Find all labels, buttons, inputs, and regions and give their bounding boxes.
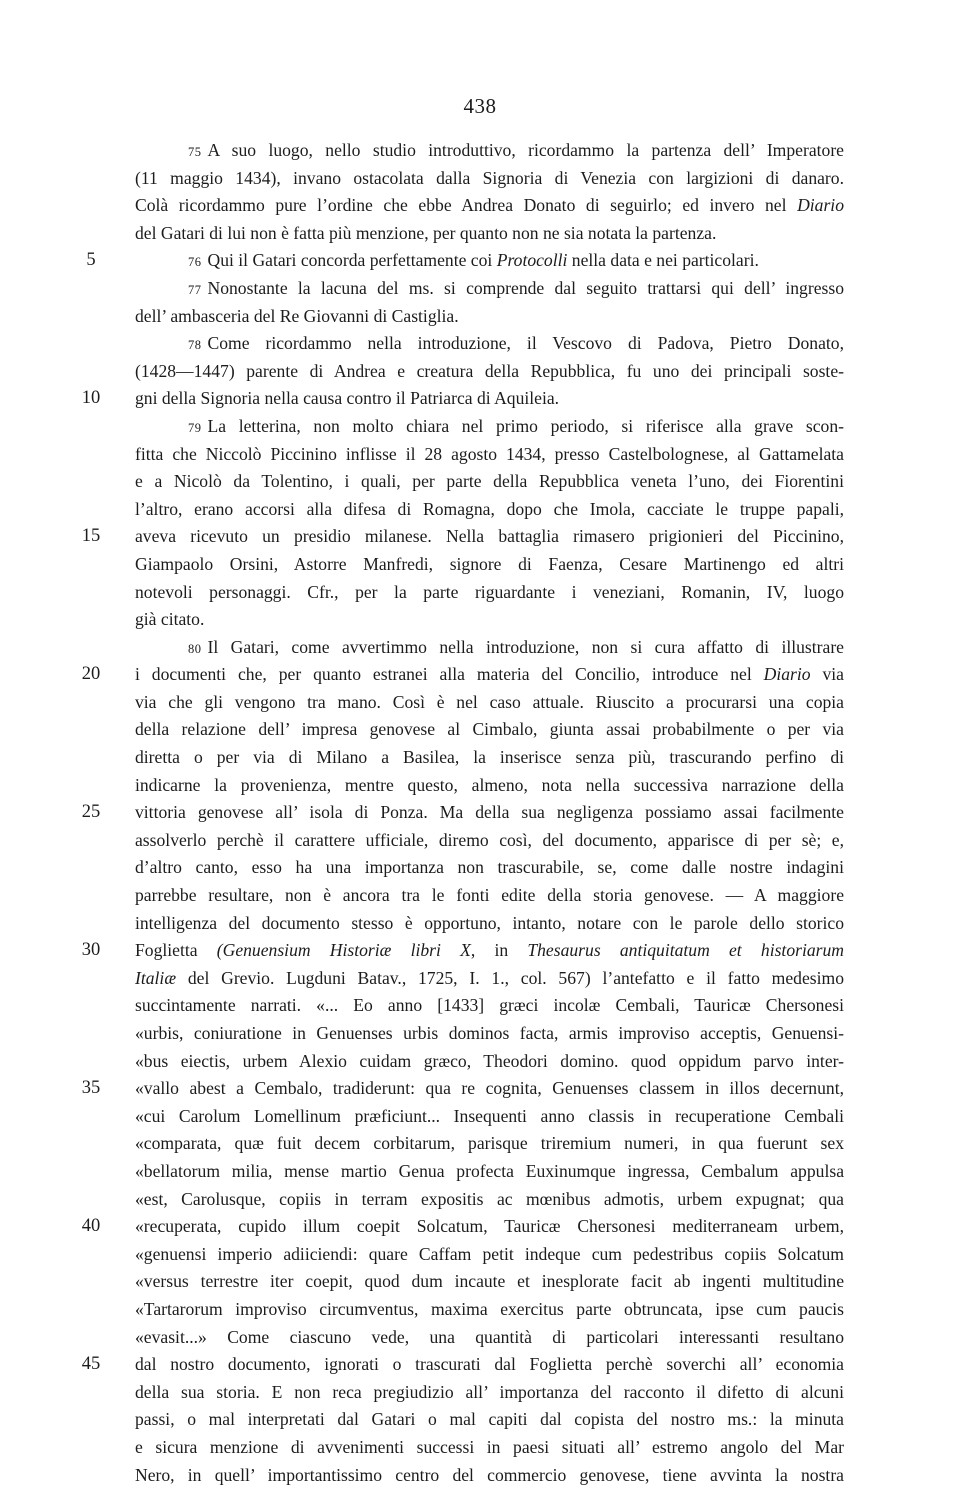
line-text (135, 1241, 844, 1269)
line-content: Il Gatari, come avvertimmo nella introduzione, non si cura affatto di illustrare (208, 637, 845, 657)
line-text (135, 1296, 844, 1324)
line-text (135, 854, 844, 882)
text-line (0, 579, 960, 607)
text-line (0, 1213, 960, 1241)
text-line (0, 468, 960, 496)
text-line (0, 1048, 960, 1076)
line-number: 25 (79, 799, 103, 827)
line-text (135, 661, 844, 689)
line-text (135, 965, 844, 993)
line-content: dal nostro documento, ignorati o trascurati dal Foglietta perchè soverchi all’ economia (135, 1354, 844, 1374)
line-content: intelligenza del documento stesso è opportuno, intanto, notare con le parole dello storico (135, 913, 844, 933)
line-text (188, 247, 844, 277)
line-content: «versus terrestre iter coepit, quod dum incaute et inesplorate facit ab ingenti multitudine (135, 1271, 844, 1291)
line-content: «comparata, quæ fuit decem corbitarum, parisque triremium numeri, in qua fuerunt sex (135, 1133, 844, 1153)
line-content: Qui il Gatari concorda perfettamente coi Protocolli nella data e nei particolari. (208, 250, 759, 270)
line-text (135, 303, 844, 331)
note-marker: 77 (188, 283, 202, 297)
line-content: i documenti che, per quanto estranei alla materia del Concilio, introduce nel Diario via (135, 664, 844, 684)
line-content: «genuensi imperio adiiciendi: quare Caffam petit indeque cum pedestribus copiis Solcatum (135, 1244, 844, 1264)
text-line (0, 1241, 960, 1269)
line-number: 30 (79, 937, 103, 965)
line-number: 10 (79, 385, 103, 413)
line-content: vittoria genovese all’ isola di Ponza. Ma della sua negligenza possiamo assai facilmente (135, 802, 844, 822)
line-text (135, 992, 844, 1020)
text-line (0, 744, 960, 772)
text-line (0, 1075, 960, 1103)
line-text (135, 1158, 844, 1186)
text-line (0, 413, 960, 441)
note-marker: 76 (188, 255, 202, 269)
text-line (0, 1351, 960, 1379)
line-text (188, 330, 844, 360)
line-text (135, 827, 844, 855)
line-content: «recuperata, cupido illum coepit Solcatum, Tauricæ Chersonesi mediterraneam urbem, (135, 1216, 844, 1236)
line-text (135, 1351, 844, 1379)
line-text (135, 192, 844, 220)
line-text (188, 413, 844, 443)
line-number: 45 (79, 1351, 103, 1379)
line-content: passi, o mal interpretati dal Gatari o mal capiti dal copista del nostro ms.: la minuta (135, 1409, 844, 1429)
line-content: d’altro canto, esso ha una importanza non trascurabile, se, come dalle nostre indagini (135, 857, 844, 877)
text-line (0, 1158, 960, 1186)
text-line (0, 689, 960, 717)
line-text (135, 1048, 844, 1076)
line-content: assolverlo perchè il carattere ufficiale, diremo così, del documento, apparisce di per sè; e, (135, 830, 844, 850)
line-number: 5 (79, 247, 103, 275)
line-text (135, 441, 844, 469)
line-content: Nero, in quell’ importantissimo centro del commercio genovese, tiene avvinta la nostra (135, 1465, 844, 1485)
line-content: La letterina, non molto chiara nel primo periodo, si riferisce alla grave scon- (208, 416, 845, 436)
line-number: 35 (79, 1075, 103, 1103)
text-line (0, 661, 960, 689)
text-line (0, 137, 960, 165)
line-content: Foglietta (Genuensium Historiæ libri X, in Thesaurus antiquitatum et historiarum (135, 940, 844, 960)
line-text (135, 937, 844, 965)
line-text (135, 579, 844, 607)
line-content: della sua storia. E non reca pregiudizio all’ importanza del racconto il difetto di alcuni (135, 1382, 844, 1402)
text-line (0, 385, 960, 413)
line-content: Italiæ del Grevio. Lugduni Batav., 1725, I. 1., col. 567) l’antefatto e il fatto medesimo (135, 968, 844, 988)
line-content: A suo luogo, nello studio introduttivo, ricordammo la partenza dell’ Imperatore (208, 140, 845, 160)
line-content: (1428—1447) parente di Andrea e creatura della Repubblica, fu uno dei principali soste- (135, 361, 844, 381)
text-line (0, 634, 960, 662)
line-text (135, 165, 844, 193)
line-text (188, 275, 844, 305)
text-line (0, 1130, 960, 1158)
line-content: e sicura menzione di avvenimenti successi in paesi situati all’ estremo angolo del Mar (135, 1437, 844, 1457)
line-text (135, 1020, 844, 1048)
note-marker: 75 (188, 145, 202, 159)
line-text (135, 882, 844, 910)
text-line (0, 992, 960, 1020)
text-line (0, 275, 960, 303)
text-line (0, 1103, 960, 1131)
text-line (0, 330, 960, 358)
line-text (135, 1324, 844, 1352)
text-line (0, 303, 960, 331)
line-content: «urbis, coniuratione in Genuenses urbis dominos facta, armis improviso acceptis, Genuensi- (135, 1023, 844, 1043)
text-line (0, 523, 960, 551)
text-line (0, 606, 960, 634)
line-content: «bus eiectis, urbem Alexio cuidam græco, Theodori domino. quod oppidum parvo inter- (135, 1051, 844, 1071)
text-line (0, 496, 960, 524)
text-line (0, 165, 960, 193)
line-content: via che gli vengono tra mano. Così è nel caso attuale. Riuscito a procurarsi una copia (135, 692, 844, 712)
line-content: diretta o per via di Milano a Basilea, la inserisce senza più, trascurando perfino di (135, 747, 844, 767)
line-text (135, 1130, 844, 1158)
line-content: Come ricordammo nella introduzione, il Vescovo di Padova, Pietro Donato, (208, 333, 845, 353)
line-text (135, 1268, 844, 1296)
line-content: parrebbe resultare, non è ancora tra le fonti edite della storia genovese. — A maggiore (135, 885, 844, 905)
text-line (0, 441, 960, 469)
text-line (0, 1406, 960, 1434)
line-text (135, 772, 844, 800)
text-line (0, 1324, 960, 1352)
line-text (135, 1379, 844, 1407)
line-text (135, 385, 844, 413)
text-line (0, 358, 960, 386)
line-content: «est, Carolusque, copiis in terram expositis ac mœnibus admotis, urbem expugnat; qua (135, 1189, 844, 1209)
line-content: fitta che Niccolò Piccinino inflisse il 28 agosto 1434, presso Castelbolognese, al Gattamelata (135, 444, 844, 464)
line-content: (11 maggio 1434), invano ostacolata dalla Signoria di Venezia con largizioni di danaro. (135, 168, 844, 188)
text-line (0, 1296, 960, 1324)
line-text (135, 523, 844, 551)
text-line (0, 772, 960, 800)
line-text (135, 1075, 844, 1103)
line-text (135, 1103, 844, 1131)
line-number: 15 (79, 523, 103, 551)
line-content: aveva ricevuto un presidio milanese. Nella battaglia rimasero prigionieri del Piccinino, (135, 526, 844, 546)
line-content: «evasit...» Come ciascuno vede, una quantità di particolari interessanti resultano (135, 1327, 844, 1347)
line-text (135, 606, 844, 634)
line-text (135, 1462, 844, 1489)
line-content: Colà ricordammo pure l’ordine che ebbe Andrea Donato di seguirlo; ed invero nel Diario (135, 195, 844, 215)
line-text (188, 634, 844, 664)
line-text (135, 689, 844, 717)
line-content: «bellatorum milia, mense martio Genua profecta Euxinumque ingressa, Cembalum appulsa (135, 1161, 844, 1181)
text-line (0, 1434, 960, 1462)
line-text (135, 1213, 844, 1241)
line-text (135, 358, 844, 386)
text-line (0, 716, 960, 744)
line-content: succintamente narrati. «... Eo anno [1433] græci incolæ Cembali, Tauricæ Chersonesi (135, 995, 844, 1015)
text-line (0, 247, 960, 275)
note-marker: 78 (188, 338, 202, 352)
line-content: Giampaolo Orsini, Astorre Manfredi, signore di Faenza, Cesare Martinengo ed altri (135, 554, 844, 574)
note-marker: 80 (188, 642, 202, 656)
line-text (135, 1406, 844, 1434)
note-marker: 79 (188, 421, 202, 435)
text-line (0, 1186, 960, 1214)
page-number: 438 (0, 94, 960, 119)
text-line (0, 192, 960, 220)
line-text (135, 468, 844, 496)
line-text (135, 220, 844, 248)
line-content: dell’ ambasceria del Re Giovanni di Castiglia. (135, 306, 459, 326)
line-content: indicarne la provenienza, mentre questo, almeno, nota nella successiva narrazione della (135, 775, 844, 795)
line-text (135, 744, 844, 772)
text-line (0, 1020, 960, 1048)
line-text (135, 1434, 844, 1462)
line-content: e a Nicolò da Tolentino, i quali, per parte della Repubblica veneta l’uno, dei Fiorentini (135, 471, 844, 491)
line-content: l’altro, erano accorsi alla difesa di Romagna, dopo che Imola, cacciate le truppe papali, (135, 499, 844, 519)
line-number: 20 (79, 661, 103, 689)
line-content: della relazione dell’ impresa genovese al Cimbalo, giunta assai probabilmente o per via (135, 719, 844, 739)
line-content: già citato. (135, 609, 204, 629)
text-line (0, 937, 960, 965)
text-line (0, 882, 960, 910)
text-body (0, 137, 960, 1489)
line-text (135, 910, 844, 938)
line-text (135, 496, 844, 524)
text-line (0, 854, 960, 882)
line-text (135, 551, 844, 579)
text-line (0, 220, 960, 248)
text-line (0, 799, 960, 827)
line-content: Nonostante la lacuna del ms. si comprende dal seguito trattarsi qui dell’ ingresso (208, 278, 845, 298)
text-line (0, 551, 960, 579)
text-line (0, 1268, 960, 1296)
line-number: 40 (79, 1213, 103, 1241)
text-line (0, 1379, 960, 1407)
text-line (0, 965, 960, 993)
text-line (0, 827, 960, 855)
line-content: del Gatari di lui non è fatta più menzione, per quanto non ne sia notata la partenza. (135, 223, 716, 243)
line-content: «vallo abest a Cembalo, tradiderunt: qua re cognita, Genuenses classem in illos decernunt, (135, 1078, 844, 1098)
line-text (135, 799, 844, 827)
line-content: «Tartarorum improviso circumventus, maxima exercitus parte obtruncata, ipse cum paucis (135, 1299, 844, 1319)
line-text (135, 716, 844, 744)
line-content: notevoli personaggi. Cfr., per la parte riguardante i veneziani, Romanin, IV, luogo (135, 582, 844, 602)
text-line (0, 910, 960, 938)
line-content: «cui Carolum Lomellinum præficiunt... Insequenti anno classis in recuperatione Cembali (135, 1106, 844, 1126)
line-text (188, 137, 844, 167)
line-text (135, 1186, 844, 1214)
line-content: gni della Signoria nella causa contro il Patriarca di Aquileia. (135, 388, 559, 408)
text-line (0, 1462, 960, 1489)
